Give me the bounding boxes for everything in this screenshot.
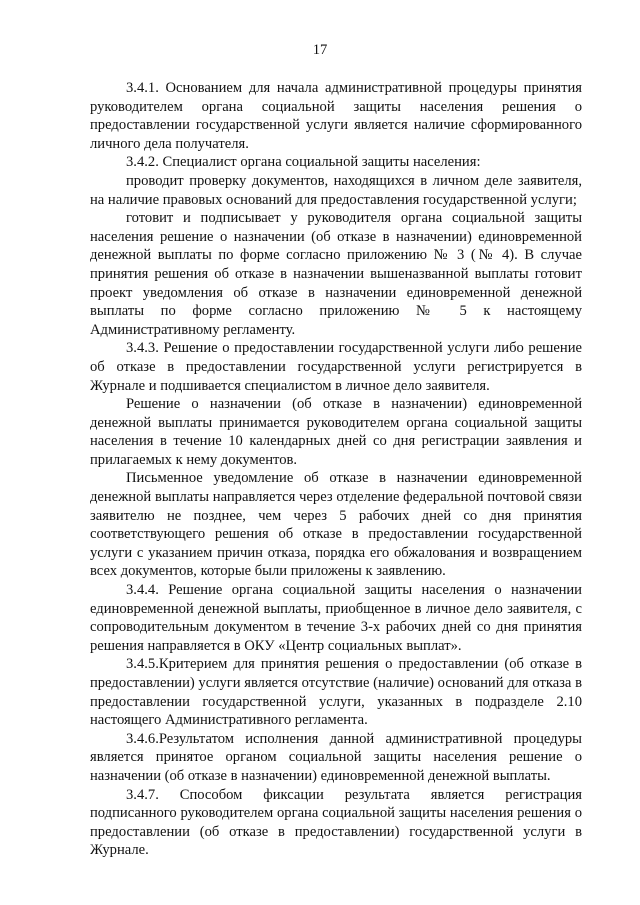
paragraph-prepare-decision: готовит и подписывает у руководителя органа социальной защиты населения решение о назначении (об отказе в назначении) единовременной денежной выплаты по форме согласно приложению № 3 (№ 4). В случае принятия решения об отказе в назначении вышеназванной выплаты готовит проект уведомления об отказе в назначении единовременной денежной выплаты по форме согласно приложению № 5 к настоящему Административному регламенту.	[90, 210, 582, 338]
paragraph-3-4-3: 3.4.3. Решение о предоставлении государственной услуги либо решение об отказе в предоставлении государственной услуги регистрируется в Журнале и подшивается специалистом в личное дело заявителя.	[90, 340, 582, 394]
page-number: 17	[312, 42, 328, 58]
document-body	[90, 79, 582, 860]
paragraph-3-4-7: 3.4.7. Способом фиксации результата является регистрация подписанного руководителем органа социальной защиты населения решения о предоставлении (об отказе в предоставлении) государственной услуги в Журнале.	[90, 786, 582, 859]
paragraph-decision-timing: Решение о назначении (об отказе в назначении) единовременной денежной выплаты принимается руководителем органа социальной защиты населения в течение 10 календарных дней со дня регистрации заявления и прилагаемых к нему документов.	[90, 396, 582, 468]
paragraph-check-documents: проводит проверку документов, находящихся в личном деле заявителя, на наличие правовых оснований для предоставления государственной услуги;	[90, 172, 582, 208]
paragraph-3-4-1: 3.4.1. Основанием для начала административной процедуры принятия руководителем органа социальной защиты населения решения о предоставлении государственной услуги является наличие сформированного личного дела получателя.	[90, 80, 582, 152]
paragraph-3-4-4: 3.4.4. Решение органа социальной защиты населения о назначении единовременной денежной выплаты, приобщенное в личное дело заявителя, с сопроводительным документом в течение 3-х рабочих дней со дня принятия решения направляется в ОКУ «Центр социальных выплат».	[90, 582, 582, 654]
paragraph-3-4-5: 3.4.5.Критерием для принятия решения о предоставлении (об отказе в предоставлении) услуги является отсутствие (наличие) оснований для отказа в предоставлении государственной услуги, указанных в подразделе 2.10 настоящего Административного регламента.	[90, 656, 582, 729]
paragraph-written-notice: Письменное уведомление об отказе в назначении единовременной денежной выплаты направляется через отделение федеральной почтовой связи заявителю не позднее, чем через 5 рабочих дней со дня принятия соответствующего решения об отказе в предоставлении государственной услуги с указанием причин отказа, порядка его обжалования и возвращением всех документов, которые были приложены к заявлению.	[90, 470, 582, 580]
paragraph-3-4-6: 3.4.6.Результатом исполнения данной административной процедуры является принятое органом социальной защиты населения решение о назначении (об отказе в назначении) единовременной денежной выплаты.	[90, 730, 582, 784]
paragraph-3-4-2: 3.4.2. Специалист органа социальной защиты населения:	[126, 154, 481, 171]
